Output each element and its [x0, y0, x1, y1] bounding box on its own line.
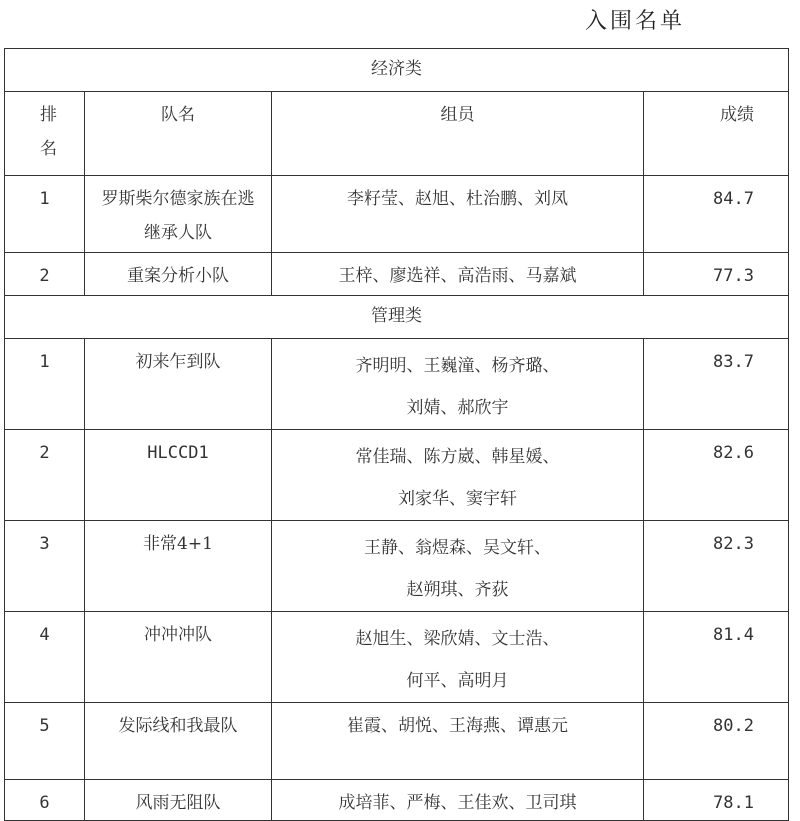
section-title-management: 管理类: [5, 296, 789, 339]
team-cell: 初来乍到队: [85, 339, 272, 430]
members-cell: 李籽莹、赵旭、杜治鹏、刘凤: [272, 176, 644, 253]
score-cell: 81.4: [644, 612, 789, 703]
members-line2: 刘家华、窦宇轩: [398, 489, 517, 509]
header-rank: [5, 92, 85, 176]
team-cell: 非常4+1: [85, 521, 272, 612]
header-score: 成绩: [644, 92, 789, 176]
rank-cell: 2: [5, 253, 85, 296]
members-line1: 王静、翁煜森、吴文轩、: [364, 538, 551, 558]
score-cell: 82.3: [644, 521, 789, 612]
section-header-economy: [5, 49, 789, 92]
page-title: 入围名单: [585, 9, 686, 34]
table-row: [5, 430, 789, 521]
members-line2: 何平、高明月: [406, 671, 509, 691]
table-row: [5, 703, 789, 780]
header-members: 组员: [272, 92, 644, 176]
rank-cell: 5: [5, 703, 85, 780]
members-cell: [272, 339, 644, 430]
team-cell: 风雨无阻队: [85, 780, 272, 821]
members-line1: 赵旭生、梁欣婧、文士浩、: [355, 629, 560, 649]
team-cell: 冲冲冲队: [85, 612, 272, 703]
rank-cell: 2: [5, 430, 85, 521]
table-row: [5, 253, 789, 296]
team-cell: HLCCD1: [85, 430, 272, 521]
members-cell: [272, 521, 644, 612]
header-rank-line2: 名: [40, 139, 57, 159]
members-line2: 赵朔琪、齐荻: [406, 580, 509, 600]
score-cell: 83.7: [644, 339, 789, 430]
finalist-table: [4, 48, 789, 821]
team-name: 罗斯柴尔德家族在逃继承人队: [101, 189, 255, 243]
rank-cell: 1: [5, 176, 85, 253]
members-cell: 王梓、廖选祥、高浩雨、马嘉斌: [272, 253, 644, 296]
table-row: [5, 780, 789, 821]
score-cell: 77.3: [644, 253, 789, 296]
score-cell: 84.7: [644, 176, 789, 253]
members-cell: [272, 430, 644, 521]
team-cell: [85, 176, 272, 253]
table-row: [5, 612, 789, 703]
members-cell: 崔霞、胡悦、王海燕、谭惠元: [272, 703, 644, 780]
members-cell: 成培菲、严梅、王佳欢、卫司琪: [272, 780, 644, 821]
score-cell: 80.2: [644, 703, 789, 780]
header-team: 队名: [85, 92, 272, 176]
table-header-row: [5, 92, 789, 176]
table-row: [5, 176, 789, 253]
header-rank-line1: 排: [40, 105, 57, 125]
members-line1: 齐明明、王巍潼、杨齐璐、: [355, 356, 560, 376]
rank-cell: 6: [5, 780, 85, 821]
team-cell: [85, 703, 272, 780]
table-row: [5, 339, 789, 430]
members-cell: [272, 612, 644, 703]
rank-cell: 3: [5, 521, 85, 612]
rank-cell: 1: [5, 339, 85, 430]
team-cell: 重案分析小队: [85, 253, 272, 296]
members-line1: 常佳瑞、陈方崴、韩星媛、: [355, 447, 560, 467]
members-line2: 刘婧、郝欣宇: [406, 398, 509, 418]
score-cell: 78.1: [644, 780, 789, 821]
section-header-management: [5, 296, 789, 339]
rank-cell: 4: [5, 612, 85, 703]
table-row: [5, 521, 789, 612]
team-name: 发际线和我最队: [118, 716, 238, 736]
score-cell: 82.6: [644, 430, 789, 521]
section-title-economy: 经济类: [5, 49, 789, 92]
